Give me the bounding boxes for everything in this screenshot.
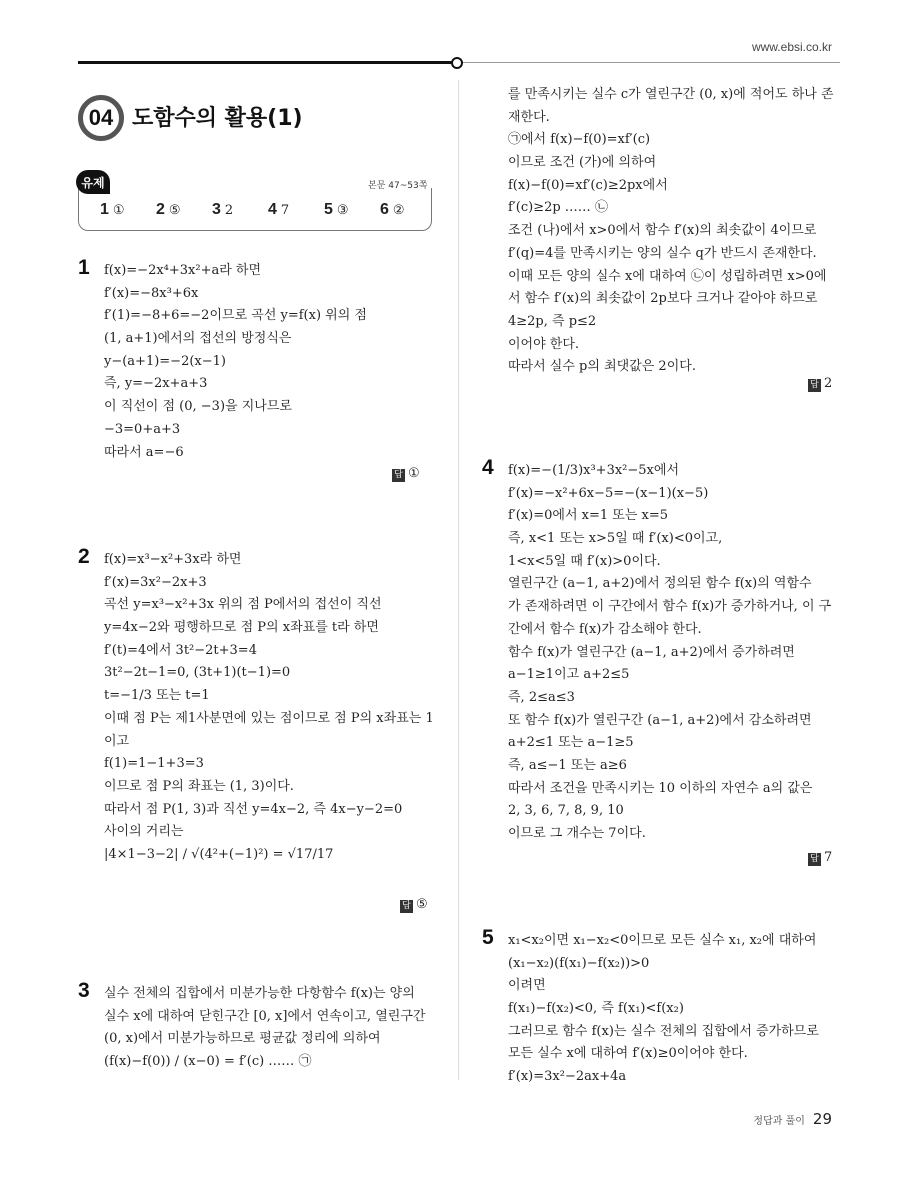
solution-line: |4×1−3−2| / √(4²+(−1)²) = √17/17	[104, 846, 334, 862]
site-url: www.ebsi.co.kr	[751, 40, 832, 54]
solution-line: 이어야 한다.	[508, 336, 580, 352]
solution-line: 이때 점 P는 제1사분면에 있는 점이므로 점 P의 x좌표는 1	[104, 710, 434, 726]
solution-line: 4≥2p, 즉 p≤2	[508, 313, 597, 329]
solution-line: 즉, 2≤a≤3	[508, 689, 575, 705]
answer-number: 3	[212, 201, 221, 218]
solution-line: f(1)=1−1+3=3	[104, 756, 204, 772]
solution-line: f′(x)=−8x³+6x	[104, 285, 199, 301]
answer-value: 7	[280, 203, 290, 218]
solution-line: y−(a+1)=−2(x−1)	[104, 353, 226, 369]
answer-item	[156, 201, 212, 219]
final-answer-2	[400, 897, 428, 913]
solution-line: 모든 실수 x에 대하여 f′(x)≥0이어야 한다.	[508, 1046, 748, 1062]
answer-item	[100, 201, 156, 219]
final-answer-value: ⑤	[416, 897, 428, 912]
solution-line: 즉, a≤−1 또는 a≥6	[508, 757, 627, 773]
header-rule	[78, 61, 454, 64]
solution-line: −3=0+a+3	[104, 421, 181, 437]
answer-mark-icon: 답	[392, 469, 405, 482]
solution-line: f′(q)=4를 만족시키는 양의 실수 q가 반드시 존재한다.	[508, 245, 817, 261]
final-answer-value: 7	[824, 850, 833, 865]
header-rule-dot	[451, 57, 463, 69]
solution-line: 따라서 실수 p의 최댓값은 2이다.	[508, 359, 696, 375]
answer-number: 4	[268, 201, 277, 218]
final-answer-value: 2	[824, 376, 833, 391]
page-number: 29	[812, 1110, 832, 1128]
solution-line: 즉, x<1 또는 x>5일 때 f′(x)<0이고,	[508, 531, 723, 547]
solution-line: f(x)=x³−x²+3x라 하면	[104, 552, 242, 567]
solution-line: t=−1/3 또는 t=1	[104, 688, 210, 704]
solution-line: 따라서 조건을 만족시키는 10 이하의 자연수 a의 값은	[508, 780, 813, 796]
solution-line: y=4x−2와 평행하므로 점 P의 x좌표를 t라 하면	[104, 620, 379, 636]
solution-line: 이려면	[508, 978, 546, 994]
solution-line: 이때 모든 양의 실수 x에 대하여 ㉡이 성립하려면 x>0에	[508, 268, 827, 284]
solution-3-continued	[508, 84, 834, 379]
solution-line: 가 존재하려면 이 구간에서 함수 f(x)가 증가하거나, 이 구	[508, 599, 832, 615]
chapter-title: 도함수의 활용(1)	[132, 106, 303, 131]
problem-number: 3	[78, 979, 90, 1002]
solution-line: a−1≥1이고 a+2≤5	[508, 667, 630, 683]
solution-line: 사이의 거리는	[104, 824, 184, 840]
answer-item	[212, 201, 268, 219]
answer-list	[100, 201, 436, 219]
answer-item	[324, 201, 380, 219]
solution-line: (f(x)−f(0)) / (x−0) = f′(c) …… ㉠	[104, 1054, 312, 1070]
solution-2	[78, 545, 434, 867]
solution-line: 이고	[104, 733, 130, 749]
answer-value: ②	[392, 203, 405, 218]
solution-line: 곡선 y=x³−x²+3x 위의 점 P에서의 접선이 직선	[104, 597, 382, 613]
solution-line: 조건 (나)에서 x>0에서 함수 f′(x)의 최솟값이 4이므로	[508, 223, 817, 239]
answer-number: 2	[156, 201, 165, 218]
solution-line: 실수 전체의 집합에서 미분가능한 다항함수 f(x)는 양의	[104, 986, 415, 1001]
chapter-number-badge: 04	[78, 95, 124, 141]
solution-line: 그러므로 함수 f(x)는 실수 전체의 집합에서 증가하므로	[508, 1023, 819, 1039]
answer-item	[380, 201, 436, 219]
solution-4	[482, 456, 832, 846]
column-divider	[458, 80, 459, 1080]
solution-line: 즉, y=−2x+a+3	[104, 376, 208, 392]
problem-number: 5	[482, 926, 494, 949]
solution-line: 1<x<5일 때 f′(x)>0이다.	[508, 553, 661, 569]
solution-line: x₁<x₂이면 x₁−x₂<0이므로 모든 실수 x₁, x₂에 대하여	[508, 933, 817, 948]
solution-line: f′(x)=3x²−2x+3	[104, 574, 207, 590]
solution-line: (1, a+1)에서의 접선의 방정식은	[104, 331, 292, 347]
answer-box-page-ref: 본문 47~53쪽	[368, 181, 428, 191]
page-footer	[753, 1110, 832, 1128]
solution-1	[78, 256, 367, 464]
answer-item	[268, 201, 324, 219]
solution-3	[78, 979, 426, 1074]
solution-line: f(x)−f(0)=xf′(c)≥2px에서	[508, 177, 668, 193]
solution-line: 3t²−2t−1=0, (3t+1)(t−1)=0	[104, 665, 291, 681]
solution-line: 2, 3, 6, 7, 8, 9, 10	[508, 803, 624, 819]
solution-line: ㉠에서 f(x)−f(0)=xf′(c)	[508, 132, 651, 148]
answer-number: 1	[100, 201, 109, 218]
footer-label: 정답과 풀이	[753, 1116, 805, 1127]
answer-mark-icon: 답	[400, 900, 413, 913]
solution-line: 열린구간 (a−1, a+2)에서 정의된 함수 f(x)의 역함수	[508, 576, 812, 592]
solution-5	[482, 926, 819, 1089]
solution-line: 재한다.	[508, 109, 550, 125]
header-rule-thin	[460, 62, 840, 63]
solution-line: f(x₁)−f(x₂)<0, 즉 f(x₁)<f(x₂)	[508, 1001, 684, 1017]
problem-number: 4	[482, 456, 494, 479]
solution-line: f′(x)=3x²−2ax+4a	[508, 1069, 627, 1085]
solution-line: 이므로 조건 (가)에 의하여	[508, 155, 657, 171]
solution-line: 이 직선이 점 (0, −3)을 지나므로	[104, 399, 292, 415]
answer-value: ③	[336, 203, 349, 218]
solution-line: f′(x)=0에서 x=1 또는 x=5	[508, 508, 669, 524]
solution-line: f′(t)=4에서 3t²−2t+3=4	[104, 642, 257, 658]
answer-mark-icon: 답	[808, 379, 821, 392]
solution-line: 이므로 그 개수는 7이다.	[508, 826, 646, 841]
final-answer-value: ①	[408, 466, 420, 481]
solution-line: f(x)=−(1/3)x³+3x²−5x에서	[508, 463, 679, 478]
problem-number: 1	[78, 256, 90, 279]
solution-line: 서 함수 f′(x)의 최솟값이 2p보다 크거나 같아야 하므로	[508, 291, 818, 307]
solution-line: f(x)=−2x⁴+3x²+a라 하면	[104, 263, 262, 278]
solution-line: 실수 x에 대하여 닫힌구간 [0, x]에서 연속이고, 열린구간	[104, 1008, 426, 1024]
solution-line: a+2≤1 또는 a−1≥5	[508, 735, 634, 751]
answer-value: 2	[224, 203, 234, 218]
solution-line: f′(1)=−8+6=−2이므로 곡선 y=f(x) 위의 점	[104, 308, 367, 324]
answer-box-tag: 유제	[76, 170, 110, 194]
final-answer-1	[392, 466, 420, 482]
answer-number: 5	[324, 201, 333, 218]
solution-line: 따라서 점 P(1, 3)과 직선 y=4x−2, 즉 4x−y−2=0	[104, 801, 403, 817]
solution-line: (0, x)에서 미분가능하므로 평균값 정리에 의하여	[104, 1031, 381, 1047]
solution-line: 간에서 함수 f(x)가 감소해야 한다.	[508, 621, 702, 637]
answer-mark-icon: 답	[808, 853, 821, 866]
final-answer-3	[808, 376, 832, 392]
solution-line: 를 만족시키는 실수 c가 열린구간 (0, x)에 적어도 하나 존	[508, 87, 834, 102]
answer-value: ⑤	[168, 203, 181, 218]
solution-line: 또 함수 f(x)가 열린구간 (a−1, a+2)에서 감소하려면	[508, 712, 812, 728]
problem-number: 2	[78, 545, 90, 568]
solution-line: 따라서 a=−6	[104, 444, 184, 460]
solution-line: 함수 f(x)가 열린구간 (a−1, a+2)에서 증가하려면	[508, 644, 795, 660]
solution-line: f′(c)≥2p …… ㉡	[508, 200, 608, 216]
final-answer-4	[808, 850, 832, 866]
solution-line: (x₁−x₂)(f(x₁)−f(x₂))>0	[508, 955, 650, 971]
solution-line: 이므로 점 P의 좌표는 (1, 3)이다.	[104, 778, 294, 794]
solution-line: f′(x)=−x²+6x−5=−(x−1)(x−5)	[508, 485, 709, 501]
answer-value: ①	[112, 203, 125, 218]
answer-number: 6	[380, 201, 389, 218]
